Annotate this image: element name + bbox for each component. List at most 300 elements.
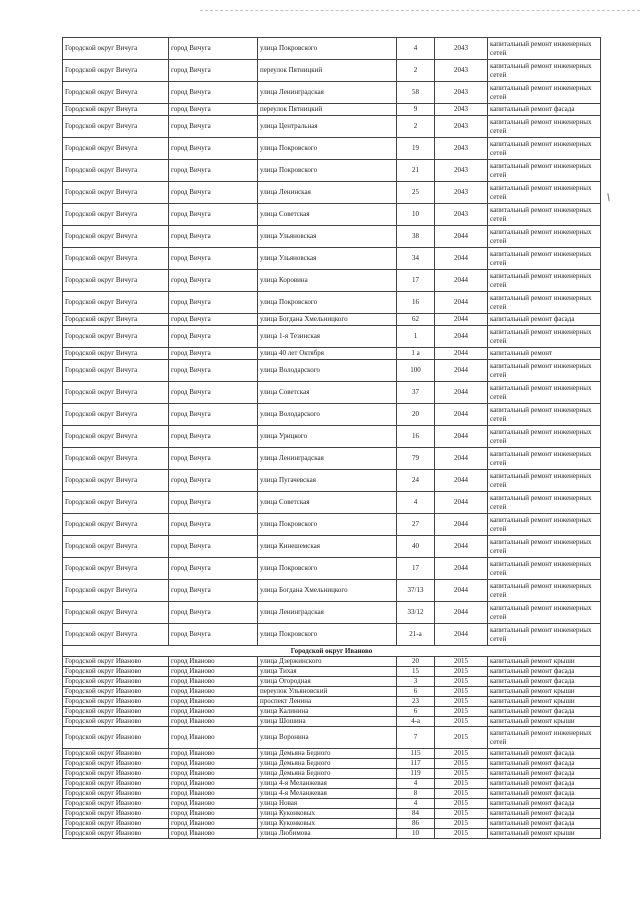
year-cell: 2043 [435, 104, 488, 116]
house-number-cell: 2 [397, 116, 435, 138]
year-cell: 2015 [435, 687, 488, 697]
district-cell: Городской округ Иваново [63, 657, 169, 667]
table-row [63, 138, 601, 160]
work-type-cell: капитальный ремонт инженерных сетей [488, 82, 601, 104]
year-cell: 2044 [435, 348, 488, 360]
street-cell: улица Покровского [258, 514, 397, 536]
city-cell: город Иваново [169, 769, 258, 779]
house-number-cell: 1 [397, 326, 435, 348]
year-cell: 2044 [435, 360, 488, 382]
city-cell: город Иваново [169, 759, 258, 769]
city-cell: город Иваново [169, 809, 258, 819]
table-row [63, 382, 601, 404]
city-cell: город Иваново [169, 687, 258, 697]
house-number-cell: 100 [397, 360, 435, 382]
table-row [63, 624, 601, 646]
year-cell: 2015 [435, 789, 488, 799]
house-number-cell: 117 [397, 759, 435, 769]
table-row [63, 667, 601, 677]
work-type-cell: капитальный ремонт инженерных сетей [488, 248, 601, 270]
district-cell: Городской округ Вичуга [63, 226, 169, 248]
house-number-cell: 6 [397, 687, 435, 697]
city-cell: город Вичуга [169, 116, 258, 138]
street-cell: улица Володарского [258, 404, 397, 426]
city-cell: город Вичуга [169, 536, 258, 558]
work-type-cell: капитальный ремонт фасада [488, 809, 601, 819]
district-cell: Городской округ Вичуга [63, 514, 169, 536]
street-cell: улица Демьяна Бедного [258, 769, 397, 779]
table-row [63, 687, 601, 697]
table-row [63, 426, 601, 448]
table-row [63, 789, 601, 799]
district-cell: Городской округ Вичуга [63, 82, 169, 104]
table-body [63, 38, 601, 839]
city-cell: город Иваново [169, 667, 258, 677]
district-cell: Городской округ Вичуга [63, 182, 169, 204]
year-cell: 2044 [435, 514, 488, 536]
city-cell: город Вичуга [169, 448, 258, 470]
street-cell: улица Пугачевская [258, 470, 397, 492]
work-type-cell: капитальный ремонт фасада [488, 667, 601, 677]
table-row [63, 769, 601, 779]
city-cell: город Иваново [169, 707, 258, 717]
street-cell: улица Ульяновская [258, 226, 397, 248]
district-cell: Городской округ Иваново [63, 809, 169, 819]
street-cell: улица Дзержинского [258, 657, 397, 667]
street-cell: улица Тихая [258, 667, 397, 677]
work-type-cell: капитальный ремонт инженерных сетей [488, 116, 601, 138]
table-row [63, 104, 601, 116]
city-cell: город Иваново [169, 829, 258, 839]
year-cell: 2015 [435, 727, 488, 749]
work-type-cell: капитальный ремонт фасада [488, 104, 601, 116]
repair-schedule-table [62, 37, 601, 839]
house-number-cell: 3 [397, 677, 435, 687]
street-cell: проспект Ленина [258, 697, 397, 707]
work-type-cell: капитальный ремонт инженерных сетей [488, 292, 601, 314]
work-type-cell: капитальный ремонт инженерных сетей [488, 470, 601, 492]
work-type-cell: капитальный ремонт фасада [488, 759, 601, 769]
city-cell: город Вичуга [169, 248, 258, 270]
house-number-cell: 23 [397, 697, 435, 707]
year-cell: 2044 [435, 426, 488, 448]
street-cell: улица Покровского [258, 624, 397, 646]
house-number-cell: 17 [397, 558, 435, 580]
house-number-cell: 37/13 [397, 580, 435, 602]
street-cell: переулок Пятницкий [258, 104, 397, 116]
year-cell: 2015 [435, 779, 488, 789]
section-header-row [63, 646, 601, 657]
district-cell: Городской округ Иваново [63, 697, 169, 707]
work-type-cell: капитальный ремонт фасада [488, 789, 601, 799]
table-row [63, 326, 601, 348]
city-cell: город Иваново [169, 717, 258, 727]
table-row [63, 82, 601, 104]
city-cell: город Вичуга [169, 270, 258, 292]
scan-artifact-line [200, 10, 640, 12]
city-cell: город Вичуга [169, 470, 258, 492]
house-number-cell: 21-а [397, 624, 435, 646]
district-cell: Городской округ Вичуга [63, 382, 169, 404]
house-number-cell: 9 [397, 104, 435, 116]
table-row [63, 404, 601, 426]
house-number-cell: 4 [397, 799, 435, 809]
table-row [63, 292, 601, 314]
district-cell: Городской округ Вичуга [63, 558, 169, 580]
house-number-cell: 84 [397, 809, 435, 819]
house-number-cell: 37 [397, 382, 435, 404]
house-number-cell: 62 [397, 314, 435, 326]
district-cell: Городской округ Вичуга [63, 248, 169, 270]
city-cell: город Иваново [169, 799, 258, 809]
district-cell: Городской округ Вичуга [63, 426, 169, 448]
table-row [63, 536, 601, 558]
table-row [63, 348, 601, 360]
year-cell: 2043 [435, 138, 488, 160]
work-type-cell: капитальный ремонт фасада [488, 749, 601, 759]
street-cell: улица Центральная [258, 116, 397, 138]
district-cell: Городской округ Вичуга [63, 60, 169, 82]
work-type-cell: капитальный ремонт инженерных сетей [488, 160, 601, 182]
year-cell: 2015 [435, 819, 488, 829]
work-type-cell: капитальный ремонт фасада [488, 677, 601, 687]
street-cell: улица 4-я Меланжевая [258, 789, 397, 799]
house-number-cell: 34 [397, 248, 435, 270]
year-cell: 2015 [435, 677, 488, 687]
district-cell: Городской округ Иваново [63, 687, 169, 697]
street-cell: улица Ленинградская [258, 448, 397, 470]
city-cell: город Вичуга [169, 182, 258, 204]
district-cell: Городской округ Иваново [63, 667, 169, 677]
work-type-cell: капитальный ремонт крыши [488, 717, 601, 727]
work-type-cell: капитальный ремонт инженерных сетей [488, 182, 601, 204]
section-title: Городской округ Иваново [63, 646, 601, 657]
work-type-cell: капитальный ремонт инженерных сетей [488, 624, 601, 646]
district-cell: Городской округ Вичуга [63, 470, 169, 492]
work-type-cell: капитальный ремонт фасада [488, 314, 601, 326]
work-type-cell: капитальный ремонт инженерных сетей [488, 602, 601, 624]
street-cell: улица Покровского [258, 138, 397, 160]
district-cell: Городской округ Вичуга [63, 160, 169, 182]
district-cell: Городской округ Вичуга [63, 492, 169, 514]
table-row [63, 116, 601, 138]
city-cell: город Вичуга [169, 326, 258, 348]
table-row [63, 270, 601, 292]
table-row [63, 707, 601, 717]
house-number-cell: 58 [397, 82, 435, 104]
house-number-cell: 115 [397, 749, 435, 759]
table-row [63, 514, 601, 536]
city-cell: город Вичуга [169, 602, 258, 624]
city-cell: город Вичуга [169, 558, 258, 580]
work-type-cell: капитальный ремонт инженерных сетей [488, 536, 601, 558]
year-cell: 2015 [435, 697, 488, 707]
work-type-cell: капитальный ремонт инженерных сетей [488, 514, 601, 536]
table-row [63, 677, 601, 687]
district-cell: Городской округ Иваново [63, 799, 169, 809]
year-cell: 2015 [435, 759, 488, 769]
district-cell: Городской округ Иваново [63, 759, 169, 769]
house-number-cell: 86 [397, 819, 435, 829]
street-cell: улица Кинешемская [258, 536, 397, 558]
district-cell: Городской округ Вичуга [63, 360, 169, 382]
year-cell: 2044 [435, 248, 488, 270]
district-cell: Городской округ Иваново [63, 749, 169, 759]
table-row [63, 492, 601, 514]
district-cell: Городской округ Вичуга [63, 116, 169, 138]
district-cell: Городской округ Иваново [63, 779, 169, 789]
house-number-cell: 17 [397, 270, 435, 292]
year-cell: 2043 [435, 182, 488, 204]
district-cell: Городской округ Вичуга [63, 138, 169, 160]
year-cell: 2043 [435, 82, 488, 104]
city-cell: город Иваново [169, 697, 258, 707]
city-cell: город Иваново [169, 789, 258, 799]
house-number-cell: 4 [397, 38, 435, 60]
city-cell: город Иваново [169, 657, 258, 667]
district-cell: Городской округ Вичуга [63, 204, 169, 226]
street-cell: улица Покровского [258, 558, 397, 580]
year-cell: 2043 [435, 204, 488, 226]
work-type-cell: капитальный ремонт инженерных сетей [488, 326, 601, 348]
year-cell: 2044 [435, 624, 488, 646]
city-cell: город Вичуга [169, 348, 258, 360]
street-cell: улица Огородная [258, 677, 397, 687]
street-cell: улица 4-я Меланжевая [258, 779, 397, 789]
house-number-cell: 8 [397, 789, 435, 799]
table-row [63, 749, 601, 759]
street-cell: переулок Пятницкий [258, 60, 397, 82]
year-cell: 2044 [435, 326, 488, 348]
city-cell: город Вичуга [169, 360, 258, 382]
street-cell: улица Богдана Хмельницкого [258, 580, 397, 602]
work-type-cell: капитальный ремонт инженерных сетей [488, 382, 601, 404]
work-type-cell: капитальный ремонт инженерных сетей [488, 270, 601, 292]
district-cell: Городской округ Вичуга [63, 448, 169, 470]
year-cell: 2043 [435, 160, 488, 182]
table-row [63, 60, 601, 82]
house-number-cell: 20 [397, 404, 435, 426]
house-number-cell: 4 [397, 492, 435, 514]
year-cell: 2015 [435, 717, 488, 727]
work-type-cell: капитальный ремонт инженерных сетей [488, 426, 601, 448]
city-cell: город Вичуга [169, 624, 258, 646]
year-cell: 2015 [435, 657, 488, 667]
house-number-cell: 2 [397, 60, 435, 82]
district-cell: Городской округ Иваново [63, 727, 169, 749]
house-number-cell: 25 [397, 182, 435, 204]
city-cell: город Иваново [169, 779, 258, 789]
year-cell: 2044 [435, 270, 488, 292]
district-cell: Городской округ Вичуга [63, 292, 169, 314]
work-type-cell: капитальный ремонт инженерных сетей [488, 492, 601, 514]
district-cell: Городской округ Иваново [63, 717, 169, 727]
house-number-cell: 4 [397, 779, 435, 789]
district-cell: Городской округ Вичуга [63, 38, 169, 60]
house-number-cell: 20 [397, 657, 435, 667]
street-cell: улица Богдана Хмельницкого [258, 314, 397, 326]
year-cell: 2044 [435, 448, 488, 470]
year-cell: 2044 [435, 558, 488, 580]
district-cell: Городской округ Вичуга [63, 404, 169, 426]
district-cell: Городской округ Иваново [63, 819, 169, 829]
table-row [63, 182, 601, 204]
table-row [63, 809, 601, 819]
year-cell: 2015 [435, 829, 488, 839]
work-type-cell: капитальный ремонт инженерных сетей [488, 226, 601, 248]
scan-mark [607, 193, 611, 201]
street-cell: улица Любимова [258, 829, 397, 839]
year-cell: 2043 [435, 60, 488, 82]
house-number-cell: 10 [397, 204, 435, 226]
street-cell: улица Урицкого [258, 426, 397, 448]
work-type-cell: капитальный ремонт фасада [488, 799, 601, 809]
street-cell: улица Покровского [258, 292, 397, 314]
house-number-cell: 40 [397, 536, 435, 558]
house-number-cell: 24 [397, 470, 435, 492]
year-cell: 2015 [435, 799, 488, 809]
city-cell: город Вичуга [169, 104, 258, 116]
work-type-cell: капитальный ремонт фасада [488, 769, 601, 779]
work-type-cell: капитальный ремонт инженерных сетей [488, 727, 601, 749]
year-cell: 2044 [435, 492, 488, 514]
work-type-cell: капитальный ремонт крыши [488, 829, 601, 839]
street-cell: улица Куконковых [258, 809, 397, 819]
city-cell: город Иваново [169, 677, 258, 687]
city-cell: город Вичуга [169, 426, 258, 448]
table-row [63, 360, 601, 382]
city-cell: город Вичуга [169, 204, 258, 226]
house-number-cell: 4-а [397, 717, 435, 727]
work-type-cell: капитальный ремонт фасада [488, 819, 601, 829]
house-number-cell: 119 [397, 769, 435, 779]
work-type-cell: капитальный ремонт инженерных сетей [488, 558, 601, 580]
year-cell: 2044 [435, 292, 488, 314]
year-cell: 2044 [435, 314, 488, 326]
work-type-cell: капитальный ремонт крыши [488, 657, 601, 667]
table-row [63, 717, 601, 727]
year-cell: 2044 [435, 470, 488, 492]
work-type-cell: капитальный ремонт фасада [488, 707, 601, 717]
work-type-cell: капитальный ремонт инженерных сетей [488, 360, 601, 382]
house-number-cell: 16 [397, 426, 435, 448]
year-cell: 2043 [435, 38, 488, 60]
street-cell: улица Шошина [258, 717, 397, 727]
table-row [63, 448, 601, 470]
city-cell: город Вичуга [169, 138, 258, 160]
city-cell: город Иваново [169, 749, 258, 759]
city-cell: город Вичуга [169, 314, 258, 326]
year-cell: 2044 [435, 536, 488, 558]
city-cell: город Иваново [169, 727, 258, 749]
street-cell: улица Покровского [258, 160, 397, 182]
city-cell: город Вичуга [169, 160, 258, 182]
house-number-cell: 16 [397, 292, 435, 314]
district-cell: Городской округ Иваново [63, 829, 169, 839]
city-cell: город Вичуга [169, 514, 258, 536]
house-number-cell: 38 [397, 226, 435, 248]
district-cell: Городской округ Вичуга [63, 104, 169, 116]
house-number-cell: 6 [397, 707, 435, 717]
street-cell: улица Покровского [258, 38, 397, 60]
house-number-cell: 10 [397, 829, 435, 839]
table-row [63, 657, 601, 667]
house-number-cell: 15 [397, 667, 435, 677]
street-cell: улица Демьяна Бедного [258, 749, 397, 759]
table-row [63, 160, 601, 182]
work-type-cell: капитальный ремонт инженерных сетей [488, 580, 601, 602]
table-row [63, 727, 601, 749]
table-row [63, 819, 601, 829]
table-row [63, 314, 601, 326]
house-number-cell: 19 [397, 138, 435, 160]
work-type-cell: капитальный ремонт крыши [488, 687, 601, 697]
city-cell: город Вичуга [169, 404, 258, 426]
table-row [63, 697, 601, 707]
house-number-cell: 79 [397, 448, 435, 470]
street-cell: улица Куконковых [258, 819, 397, 829]
table-row [63, 580, 601, 602]
table-row [63, 38, 601, 60]
street-cell: улица Ульяновская [258, 248, 397, 270]
city-cell: город Вичуга [169, 382, 258, 404]
work-type-cell: капитальный ремонт инженерных сетей [488, 138, 601, 160]
year-cell: 2015 [435, 809, 488, 819]
street-cell: переулок Ульяновский [258, 687, 397, 697]
work-type-cell: капитальный ремонт крыши [488, 697, 601, 707]
city-cell: город Вичуга [169, 60, 258, 82]
table-row [63, 470, 601, 492]
house-number-cell: 21 [397, 160, 435, 182]
street-cell: улица Советская [258, 492, 397, 514]
table-row [63, 226, 601, 248]
street-cell: улица Советская [258, 382, 397, 404]
city-cell: город Иваново [169, 819, 258, 829]
house-number-cell: 33/12 [397, 602, 435, 624]
district-cell: Городской округ Вичуга [63, 624, 169, 646]
district-cell: Городской округ Иваново [63, 789, 169, 799]
work-type-cell: капитальный ремонт фасада [488, 779, 601, 789]
district-cell: Городской округ Вичуга [63, 536, 169, 558]
city-cell: город Вичуга [169, 292, 258, 314]
district-cell: Городской округ Иваново [63, 677, 169, 687]
work-type-cell: капитальный ремонт инженерных сетей [488, 204, 601, 226]
street-cell: улица Советская [258, 204, 397, 226]
table-row [63, 248, 601, 270]
year-cell: 2044 [435, 382, 488, 404]
year-cell: 2044 [435, 602, 488, 624]
street-cell: улица Воронина [258, 727, 397, 749]
city-cell: город Вичуга [169, 82, 258, 104]
street-cell: улица Коровина [258, 270, 397, 292]
street-cell: улица Ленинская [258, 182, 397, 204]
house-number-cell: 1 а [397, 348, 435, 360]
city-cell: город Вичуга [169, 38, 258, 60]
district-cell: Городской округ Иваново [63, 769, 169, 779]
table-row [63, 602, 601, 624]
table-row [63, 799, 601, 809]
house-number-cell: 27 [397, 514, 435, 536]
work-type-cell: капитальный ремонт инженерных сетей [488, 60, 601, 82]
table-row [63, 829, 601, 839]
year-cell: 2015 [435, 749, 488, 759]
district-cell: Городской округ Вичуга [63, 348, 169, 360]
street-cell: улица Демьяна Бедного [258, 759, 397, 769]
district-cell: Городской округ Вичуга [63, 314, 169, 326]
street-cell: улица 40 лет Октября [258, 348, 397, 360]
street-cell: улица Ленинградская [258, 82, 397, 104]
city-cell: город Вичуга [169, 580, 258, 602]
